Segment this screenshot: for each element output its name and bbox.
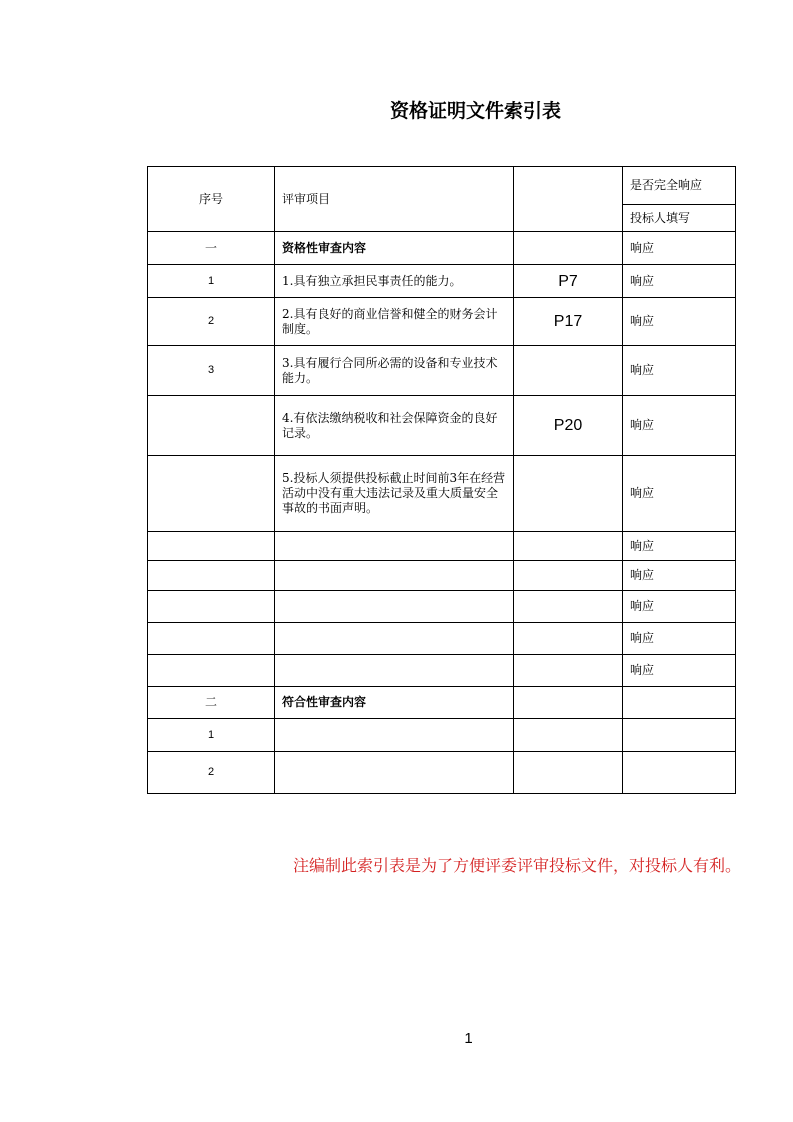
row-item: 3.具有履行合同所必需的设备和专业技术能力。 bbox=[275, 346, 514, 396]
row-page bbox=[514, 623, 623, 655]
row-page bbox=[514, 232, 623, 265]
row-response bbox=[623, 719, 736, 752]
table-row bbox=[148, 719, 736, 752]
table-row bbox=[148, 532, 736, 561]
row-item bbox=[275, 532, 514, 561]
header-item: 评审项目 bbox=[275, 167, 514, 232]
row-response: 响应 bbox=[623, 265, 736, 298]
row-item: 4.有依法缴纳税收和社会保障资金的良好记录。 bbox=[275, 396, 514, 456]
header-page bbox=[514, 167, 623, 232]
table-row bbox=[148, 561, 736, 591]
row-response: 响应 bbox=[623, 396, 736, 456]
header-response-top: 是否完全响应 bbox=[623, 167, 736, 205]
header-response-bottom: 投标人填写 bbox=[623, 205, 736, 232]
row-seq: 二 bbox=[148, 687, 275, 719]
row-item: 资格性审查内容 bbox=[275, 232, 514, 265]
row-page bbox=[514, 591, 623, 623]
row-seq: 1 bbox=[148, 719, 275, 752]
row-page bbox=[514, 561, 623, 591]
row-seq bbox=[148, 561, 275, 591]
document-title: 资格证明文件索引表 bbox=[389, 100, 561, 122]
row-seq bbox=[148, 655, 275, 687]
row-seq bbox=[148, 623, 275, 655]
row-item bbox=[275, 719, 514, 752]
row-seq: 2 bbox=[148, 298, 275, 346]
row-page bbox=[514, 532, 623, 561]
row-response: 响应 bbox=[623, 623, 736, 655]
row-item bbox=[275, 655, 514, 687]
row-response: 响应 bbox=[623, 346, 736, 396]
table-row bbox=[148, 346, 736, 396]
footnote: 注编制此索引表是为了方便评委评审投标文件，对投标人有利。 bbox=[292, 856, 741, 875]
row-response: 响应 bbox=[623, 561, 736, 591]
row-page: P20 bbox=[514, 396, 623, 456]
row-item: 1.具有独立承担民事责任的能力。 bbox=[275, 265, 514, 298]
table-row bbox=[148, 265, 736, 298]
row-seq bbox=[148, 456, 275, 532]
row-item bbox=[275, 591, 514, 623]
row-item bbox=[275, 561, 514, 591]
row-page bbox=[514, 456, 623, 532]
row-seq: 3 bbox=[148, 346, 275, 396]
row-response: 响应 bbox=[623, 232, 736, 265]
row-seq: 2 bbox=[148, 752, 275, 794]
row-response: 响应 bbox=[623, 655, 736, 687]
table-row bbox=[148, 752, 736, 794]
table-row bbox=[148, 456, 736, 532]
row-response: 响应 bbox=[623, 456, 736, 532]
qualification-index-table bbox=[147, 166, 736, 794]
row-response: 响应 bbox=[623, 298, 736, 346]
row-item bbox=[275, 623, 514, 655]
table-row bbox=[148, 591, 736, 623]
row-response: 响应 bbox=[623, 591, 736, 623]
row-response bbox=[623, 752, 736, 794]
row-page bbox=[514, 655, 623, 687]
row-seq bbox=[148, 591, 275, 623]
row-seq bbox=[148, 532, 275, 561]
row-seq bbox=[148, 396, 275, 456]
row-seq: 1 bbox=[148, 265, 275, 298]
table-row bbox=[148, 396, 736, 456]
row-page: P17 bbox=[514, 298, 623, 346]
row-page: P7 bbox=[514, 265, 623, 298]
table-row bbox=[148, 687, 736, 719]
row-response bbox=[623, 687, 736, 719]
table-row bbox=[148, 623, 736, 655]
table-row bbox=[148, 298, 736, 346]
row-page bbox=[514, 752, 623, 794]
table-row bbox=[148, 232, 736, 265]
row-item bbox=[275, 752, 514, 794]
row-page bbox=[514, 719, 623, 752]
row-item: 符合性审查内容 bbox=[275, 687, 514, 719]
row-page bbox=[514, 687, 623, 719]
row-item: 2.具有良好的商业信誉和健全的财务会计制度。 bbox=[275, 298, 514, 346]
table-row bbox=[148, 655, 736, 687]
row-response: 响应 bbox=[623, 532, 736, 561]
header-seq: 序号 bbox=[148, 167, 275, 232]
row-page bbox=[514, 346, 623, 396]
row-item: 5.投标人须提供投标截止时间前3年在经营活动中没有重大违法记录及重大质量安全事故的书面声明。 bbox=[275, 456, 514, 532]
page-number: 1 bbox=[464, 1030, 473, 1047]
table-header-row bbox=[148, 167, 736, 205]
row-seq: 一 bbox=[148, 232, 275, 265]
